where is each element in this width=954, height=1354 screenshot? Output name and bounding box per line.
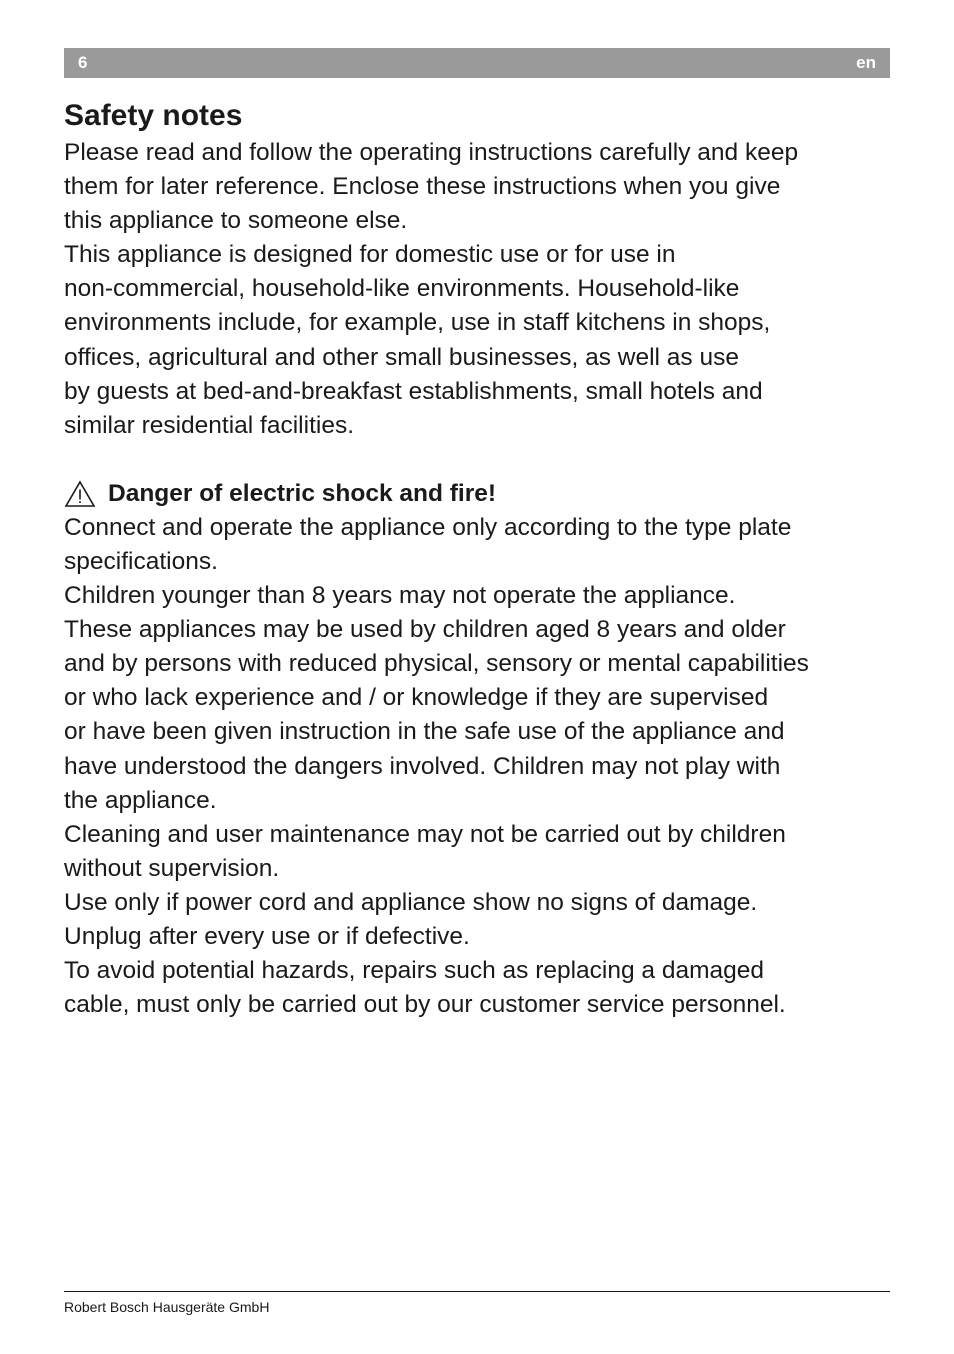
text-line: offices, agricultural and other small businesses, as well as use [64,343,739,371]
text-line: Connect and operate the appliance only according to the type plate [64,513,792,541]
text-line: non-commercial, household-like environments. Household-like [64,275,740,303]
warning-paragraph [64,818,894,886]
warning-paragraph [64,579,894,613]
warning-paragraph [64,886,894,954]
text-line: environments include, for example, use in staff kitchens in shops, [64,309,771,337]
page-number: 6 [78,53,88,72]
main-content [64,96,894,1022]
text-line: To avoid potential hazards, repairs such as replacing a damaged [64,957,765,985]
text-line: Cleaning and user maintenance may not be carried out by children [64,820,786,848]
text-line: without supervision. [64,854,280,882]
text-line: the appliance. [64,786,217,814]
page-header-bar [64,48,890,78]
footer-company: Robert Bosch Hausgeräte GmbH [64,1299,270,1315]
text-line: These appliances may be used by children aged 8 years and older [64,616,786,644]
text-line: Children younger than 8 years may not operate the appliance. [64,582,736,610]
text-line: cable, must only be carried out by our customer service personnel. [64,991,786,1019]
text-line: them for later reference. Enclose these instructions when you give [64,173,781,201]
page-title: Safety notes [64,99,243,132]
text-line: or who lack experience and / or knowledge if they are supervised [64,684,769,712]
text-line: Unplug after every use or if defective. [64,922,470,950]
warning-paragraph [64,511,894,579]
text-line: have understood the dangers involved. Children may not play with [64,752,781,780]
warning-paragraph [64,613,894,818]
text-line: or have been given instruction in the safe use of the appliance and [64,718,785,746]
text-line: Use only if power cord and appliance show no signs of damage. [64,888,758,916]
text-line: and by persons with reduced physical, sensory or mental capabilities [64,650,809,678]
language-code: en [856,53,876,72]
intro-paragraph [64,238,894,443]
warning-triangle-icon [64,480,96,508]
section-spacer [64,443,894,477]
text-line: by guests at bed-and-breakfast establishments, small hotels and [64,377,763,405]
text-line: specifications. [64,547,218,575]
text-line: this appliance to someone else. [64,207,408,235]
text-line: similar residential facilities. [64,411,355,439]
footer-divider [64,1291,890,1292]
warning-paragraph [64,954,894,1022]
warning-heading [64,477,894,511]
warning-heading-text: Danger of electric shock and fire! [108,479,497,507]
text-line: This appliance is designed for domestic use or for use in [64,241,676,269]
text-line: Please read and follow the operating instructions carefully and keep [64,139,799,166]
intro-paragraph [64,136,894,238]
